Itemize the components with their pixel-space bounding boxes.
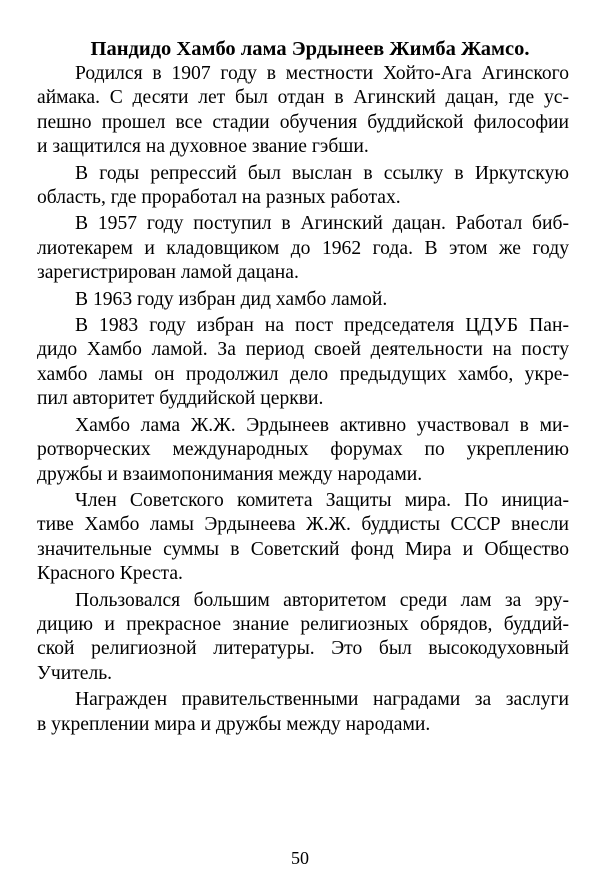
text-line: Член Советского комитета Защиты мира. По инициа- (75, 489, 569, 511)
text-line: дружбы и взаимопонимания между народами. (37, 463, 423, 485)
page-title: Пандидо Хамбо лама Эрдынеев Жимба Жамсо. (90, 38, 530, 60)
text-line: пешно прошел все стадии обучения буддийской философии (37, 111, 569, 133)
paragraph-awards (37, 688, 569, 737)
paragraph-peace-committee (37, 489, 569, 587)
text-line: Хамбо лама Ж.Ж. Эрдынеев активно участвовал в ми- (75, 414, 569, 436)
paragraph-1983 (37, 314, 569, 412)
text-line: тиве Хамбо ламы Эрдынеева Ж.Ж. буддисты СССР внесли (37, 514, 569, 536)
text-line: В 1963 году избран дид хамбо ламой. (75, 288, 388, 310)
paragraph-peace-forums (37, 414, 569, 487)
paragraph-1957 (37, 212, 569, 285)
text-line: ротворческих международных форумах по укреплению (37, 439, 569, 461)
text-line: и защитился на духовное звание гэбши. (37, 136, 369, 158)
body-text (37, 62, 569, 739)
text-line: Родился в 1907 году в местности Хойто-Ага Агинского (75, 63, 569, 84)
text-line: Красного Креста. (37, 563, 183, 585)
text-line: в укреплении мира и дружбы между народами. (37, 713, 431, 735)
text-line: В 1983 году избран на пост председателя ЦДУБ Пан- (75, 315, 569, 337)
text-line: дидо Хамбо ламой. За период своей деятельности на посту (37, 339, 569, 361)
text-line: Награжден правительственными наградами за заслуги (75, 689, 569, 711)
text-line: Пользовался большим авторитетом среди лам за эру- (75, 589, 569, 611)
text-line: ской религиозной литературы. Это был высокодуховный (37, 638, 569, 660)
text-line: пил авторитет буддийской церкви. (37, 388, 324, 410)
paragraph-authority (37, 589, 569, 687)
text-line: область, где проработал на разных работах. (37, 187, 401, 209)
text-line: аймака. С десяти лет был отдан в Агинский дацан, где ус- (37, 87, 569, 109)
text-line: зарегистрирован ламой дацана. (37, 262, 299, 284)
text-line: дицию и прекрасное знание религиозных обрядов, буддий- (37, 613, 569, 635)
text-line: хамбо ламы он продолжил дело предыдущих хамбо, укре- (37, 363, 569, 385)
paragraph-birth (37, 62, 569, 160)
text-line: В годы репрессий был выслан в ссылку в Иркутскую (75, 162, 569, 184)
text-line: В 1957 году поступил в Агинский дацан. Работал биб- (75, 213, 569, 235)
page-number: 50 (291, 848, 309, 868)
paragraph-repressions (37, 162, 569, 211)
text-line: значительные суммы в Советский фонд Мира и Общество (37, 538, 569, 560)
paragraph-1963 (37, 288, 569, 312)
text-line: лиотекарем и кладовщиком до 1962 года. В этом же году (37, 237, 569, 259)
text-line: Учитель. (37, 662, 113, 684)
